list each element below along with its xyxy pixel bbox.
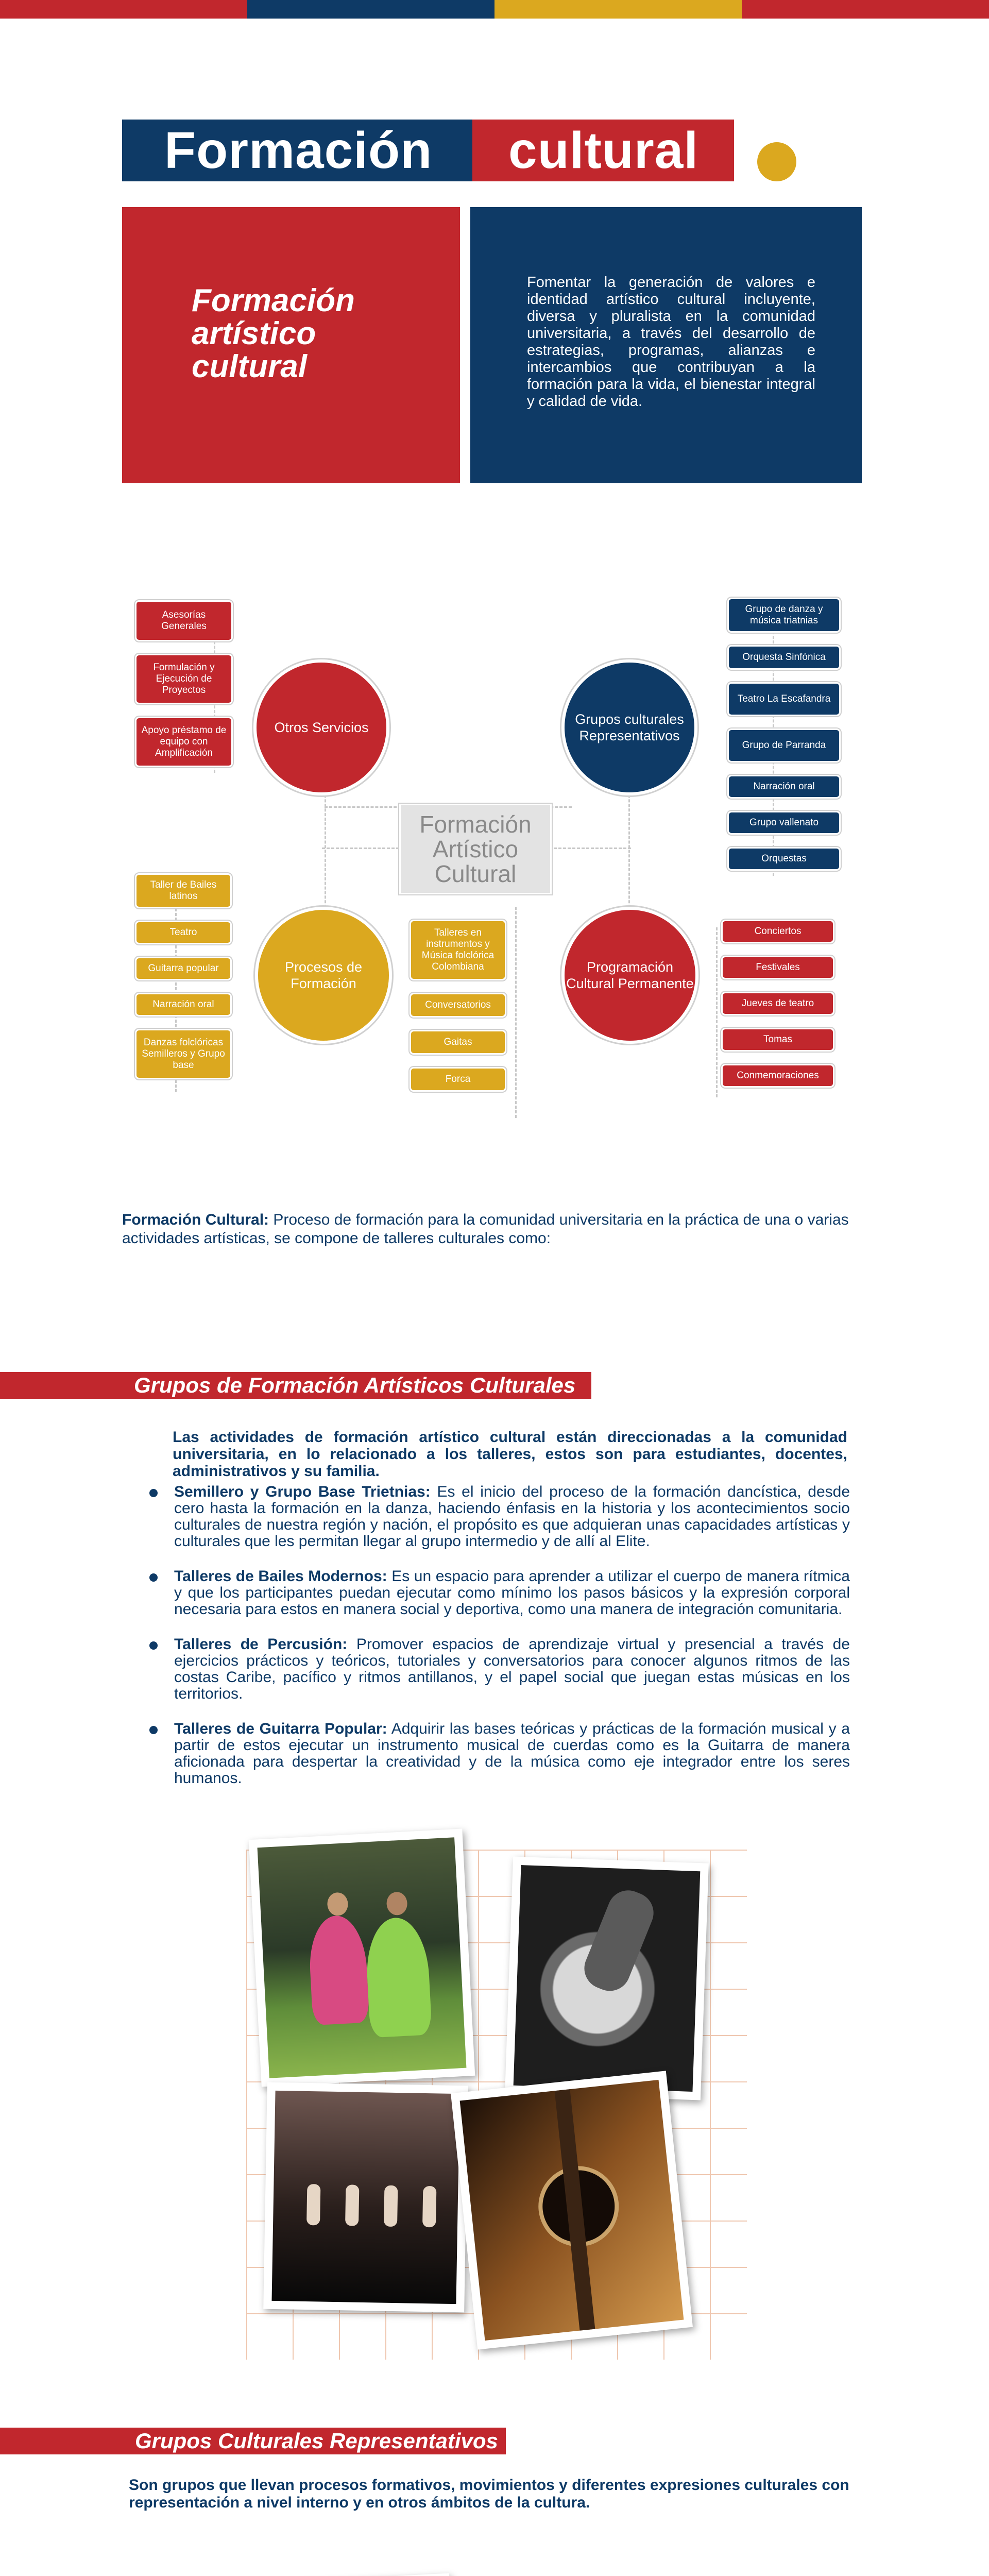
tag: Conciertos: [721, 920, 834, 943]
node-programacion-permanente: [561, 907, 698, 1044]
hero-text: Fomentar la generación de valores e identidad artístico cultural incluyente, diversa y pluralista en la comunidad universitaria, a través del desarrollo de estrategias, programas, alianzas e intercambios que contribuyan a la formación para la vida, el bienestar integral y calidad de vida.: [527, 274, 815, 410]
tag: Grupo vallenato: [727, 811, 841, 835]
node-label: Procesos de Formación: [284, 959, 363, 991]
tag: Narración oral: [135, 993, 232, 1016]
node-label: Otros Servicios: [274, 720, 369, 735]
item-text: Es el inicio del proceso de la formación dancística, desde cero hasta la formación en la danza, haciendo énfasis en la historia y los acontecimientos socio culturales de nuestra región y nación, el propósito es que adquieran unas capacidades artísticas y culturales que les permitan llegar al grupo intermedio y de allí al Elite.: [174, 1483, 850, 1550]
section-bar-formacion: [0, 1372, 591, 1399]
item-text: Promover espacios de aprendizaje virtual y presencial a través de ejercicios prácticos y teóricos, tutoriales y conversatorios para conocer algunos ritmos de las costas Caribe, pacífico y ritmos antillanos, y el papel social que juegan estas músicas en los territorios.: [174, 1636, 850, 1702]
tag: Apoyo préstamo de equipo con Amplificación: [135, 717, 233, 767]
node-procesos-formacion: [255, 907, 392, 1044]
tag: Orquesta Sinfónica: [727, 645, 841, 670]
tag: Narración oral: [727, 775, 841, 799]
intro-label: Formación Cultural:: [122, 1211, 269, 1228]
list-item: [149, 1484, 850, 1550]
node-label: Programación Cultural Permanente: [566, 959, 694, 991]
org-diagram: [0, 0, 989, 1159]
tag: Grupo de danza y música triatnias: [727, 598, 841, 633]
node-grupos-representativos: [561, 659, 697, 795]
tag: Orquestas: [727, 847, 841, 871]
tag: Taller de Bailes latinos: [135, 873, 232, 908]
otros-servicios-list: [135, 600, 233, 779]
workshop-list: [149, 1484, 850, 1805]
item-label: Talleres de Percusión:: [174, 1636, 348, 1653]
item-label: Semillero y Grupo Base Trietnias:: [174, 1483, 431, 1500]
photo-dancers-stage: [263, 2082, 468, 2313]
tag: Asesorías Generales: [135, 600, 233, 641]
diagram-center: Formación Artístico Cultural: [399, 804, 552, 894]
tag: Festivales: [721, 956, 834, 979]
tag: Guitarra popular: [135, 957, 232, 980]
node-otros-servicios: [253, 659, 389, 795]
tag: Grupo de Parranda: [727, 728, 841, 762]
grupos-representativos-list: [727, 598, 841, 883]
list-item: [149, 1721, 850, 1787]
tag: Talleres en instrumentos y Música folclórica Colombiana: [410, 920, 506, 980]
tag: Teatro: [135, 921, 232, 944]
item-label: Talleres de Guitarra Popular:: [174, 1720, 387, 1737]
tag: Tomas: [721, 1028, 834, 1052]
photo-dance: [249, 1828, 475, 2087]
section1-lead: Las actividades de formación artístico cultural están direccionadas a la comunidad universitaria, en lo relacionado a los talleres, estos son para estudiantes, docentes, administrativos y su familia.: [173, 1429, 847, 1480]
tag: Formulación y Ejecución de Proyectos: [135, 654, 233, 704]
photo-costume-dance: [235, 2573, 462, 2576]
section-title: Grupos de Formación Artísticos Culturales: [134, 1373, 576, 1397]
tag: Danzas folclóricas Semilleros y Grupo base: [135, 1029, 232, 1079]
section-bar-representativos: [0, 2428, 506, 2454]
section-title: Grupos Culturales Representativos: [135, 2429, 498, 2453]
photo-guitar: [451, 2071, 693, 2349]
list-item: [149, 1636, 850, 1702]
node-label: Grupos culturales Representativos: [575, 711, 684, 743]
tag: Forca: [410, 1067, 506, 1092]
connector: [515, 907, 517, 1118]
section2-text: Son grupos que llevan procesos formativos, movimientos y diferentes expresiones culturales con representación a nivel interno y en otros ámbitos de la cultura.: [129, 2477, 849, 2511]
item-text: Es un espacio para aprender a utilizar el cuerpo de manera rítmica y que los participantes puedan ejecutar como mínimo los pasos básicos y la expresión corporal necesaria para estos en manera social y deportiva, como una manera de integración comunitaria.: [174, 1568, 850, 1618]
tag: Teatro La Escafandra: [727, 682, 841, 716]
hero-label: Formación artístico cultural: [192, 283, 355, 384]
page-title-part1: Formación: [164, 122, 433, 179]
programacion-permanente-list: [721, 920, 834, 1100]
item-label: Talleres de Bailes Modernos:: [174, 1568, 387, 1585]
connector: [716, 927, 718, 1097]
photo-drum: [505, 1857, 709, 2100]
tag: Conmemoraciones: [721, 1064, 834, 1088]
list-item: [149, 1568, 850, 1618]
intro-text: Proceso de formación para la comunidad universitaria en la práctica de una o varias actividades artísticas, se compone de talleres culturales como:: [122, 1211, 849, 1247]
tag: Conversatorios: [410, 993, 506, 1018]
item-text: Adquirir las bases teóricas y prácticas de la formación musical y a partir de estos ejecutar un instrumento musical de cuerdas como es la Guitarra de manera aficionada para despertar la creatividad y de la música como eje integrador entre los seres humanos.: [174, 1720, 850, 1787]
procesos-formacion-middle-list: [410, 920, 506, 1104]
procesos-formacion-list: [135, 873, 232, 1092]
tag: Gaitas: [410, 1030, 506, 1055]
intro-paragraph: [122, 1211, 869, 1248]
page-title-part2: cultural: [508, 122, 699, 179]
tag: Jueves de teatro: [721, 992, 834, 1015]
